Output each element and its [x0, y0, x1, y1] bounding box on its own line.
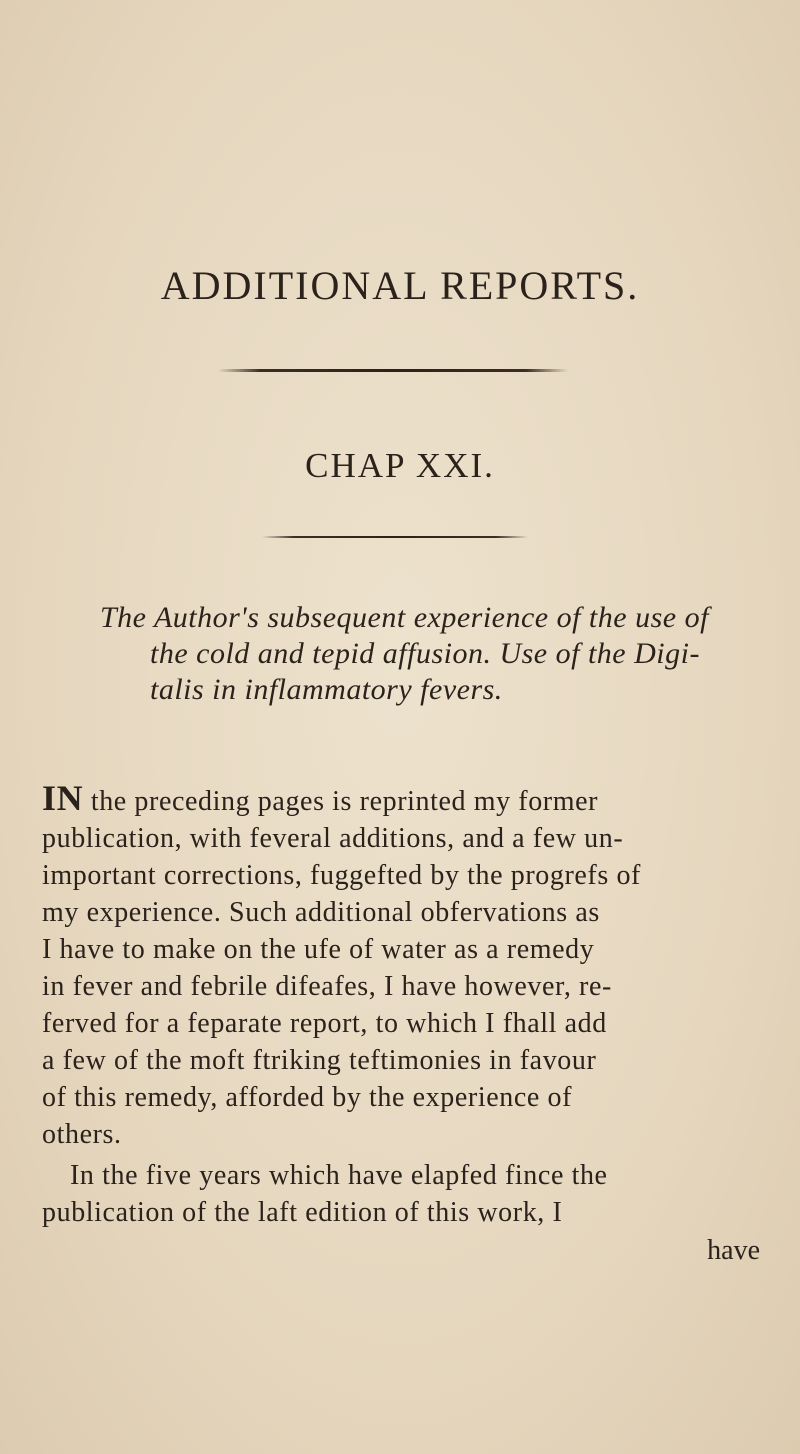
- text-line: a few of the moft ftriking teftimonies in favour: [42, 1045, 597, 1076]
- text-line: in fever and febrile difeafes, I have however, re-: [42, 971, 612, 1002]
- first-line-text: the preceding pages is reprinted my former: [83, 786, 599, 817]
- drop-cap: IN: [42, 778, 84, 818]
- text-line: my experience. Such additional obfervations as: [42, 897, 600, 928]
- ornamental-rule-bottom: [262, 536, 528, 538]
- text-line: publication of the laft edition of this work, I: [42, 1197, 563, 1228]
- text-line: I have to make on the ufe of water as a remedy: [42, 934, 595, 965]
- paragraph-2: [42, 1157, 762, 1231]
- text-line: publication, with feveral additions, and a few un-: [42, 823, 624, 854]
- summary-line: talis in inflammatory fevers.: [150, 673, 503, 706]
- chapter-summary: [100, 600, 720, 708]
- summary-line: The Author's subsequent experience of the use of: [100, 601, 709, 634]
- paragraph-first-line: [42, 780, 762, 820]
- text-line: ferved for a feparate report, to which I fhall add: [42, 1008, 607, 1039]
- text-line: In the five years which have elapfed fince the: [70, 1160, 608, 1191]
- text-line: important corrections, fuggefted by the progrefs of: [42, 860, 641, 891]
- summary-line: the cold and tepid affusion. Use of the Digi-: [150, 637, 700, 670]
- catchword: have: [707, 1235, 760, 1266]
- ornamental-rule-top: [218, 369, 568, 372]
- page-title: ADDITIONAL REPORTS.: [160, 263, 640, 308]
- chapter-heading: CHAP XXI.: [305, 446, 495, 485]
- paragraph-1: [42, 780, 762, 1153]
- text-line: of this remedy, afforded by the experience of: [42, 1082, 573, 1113]
- text-line: others.: [42, 1119, 122, 1150]
